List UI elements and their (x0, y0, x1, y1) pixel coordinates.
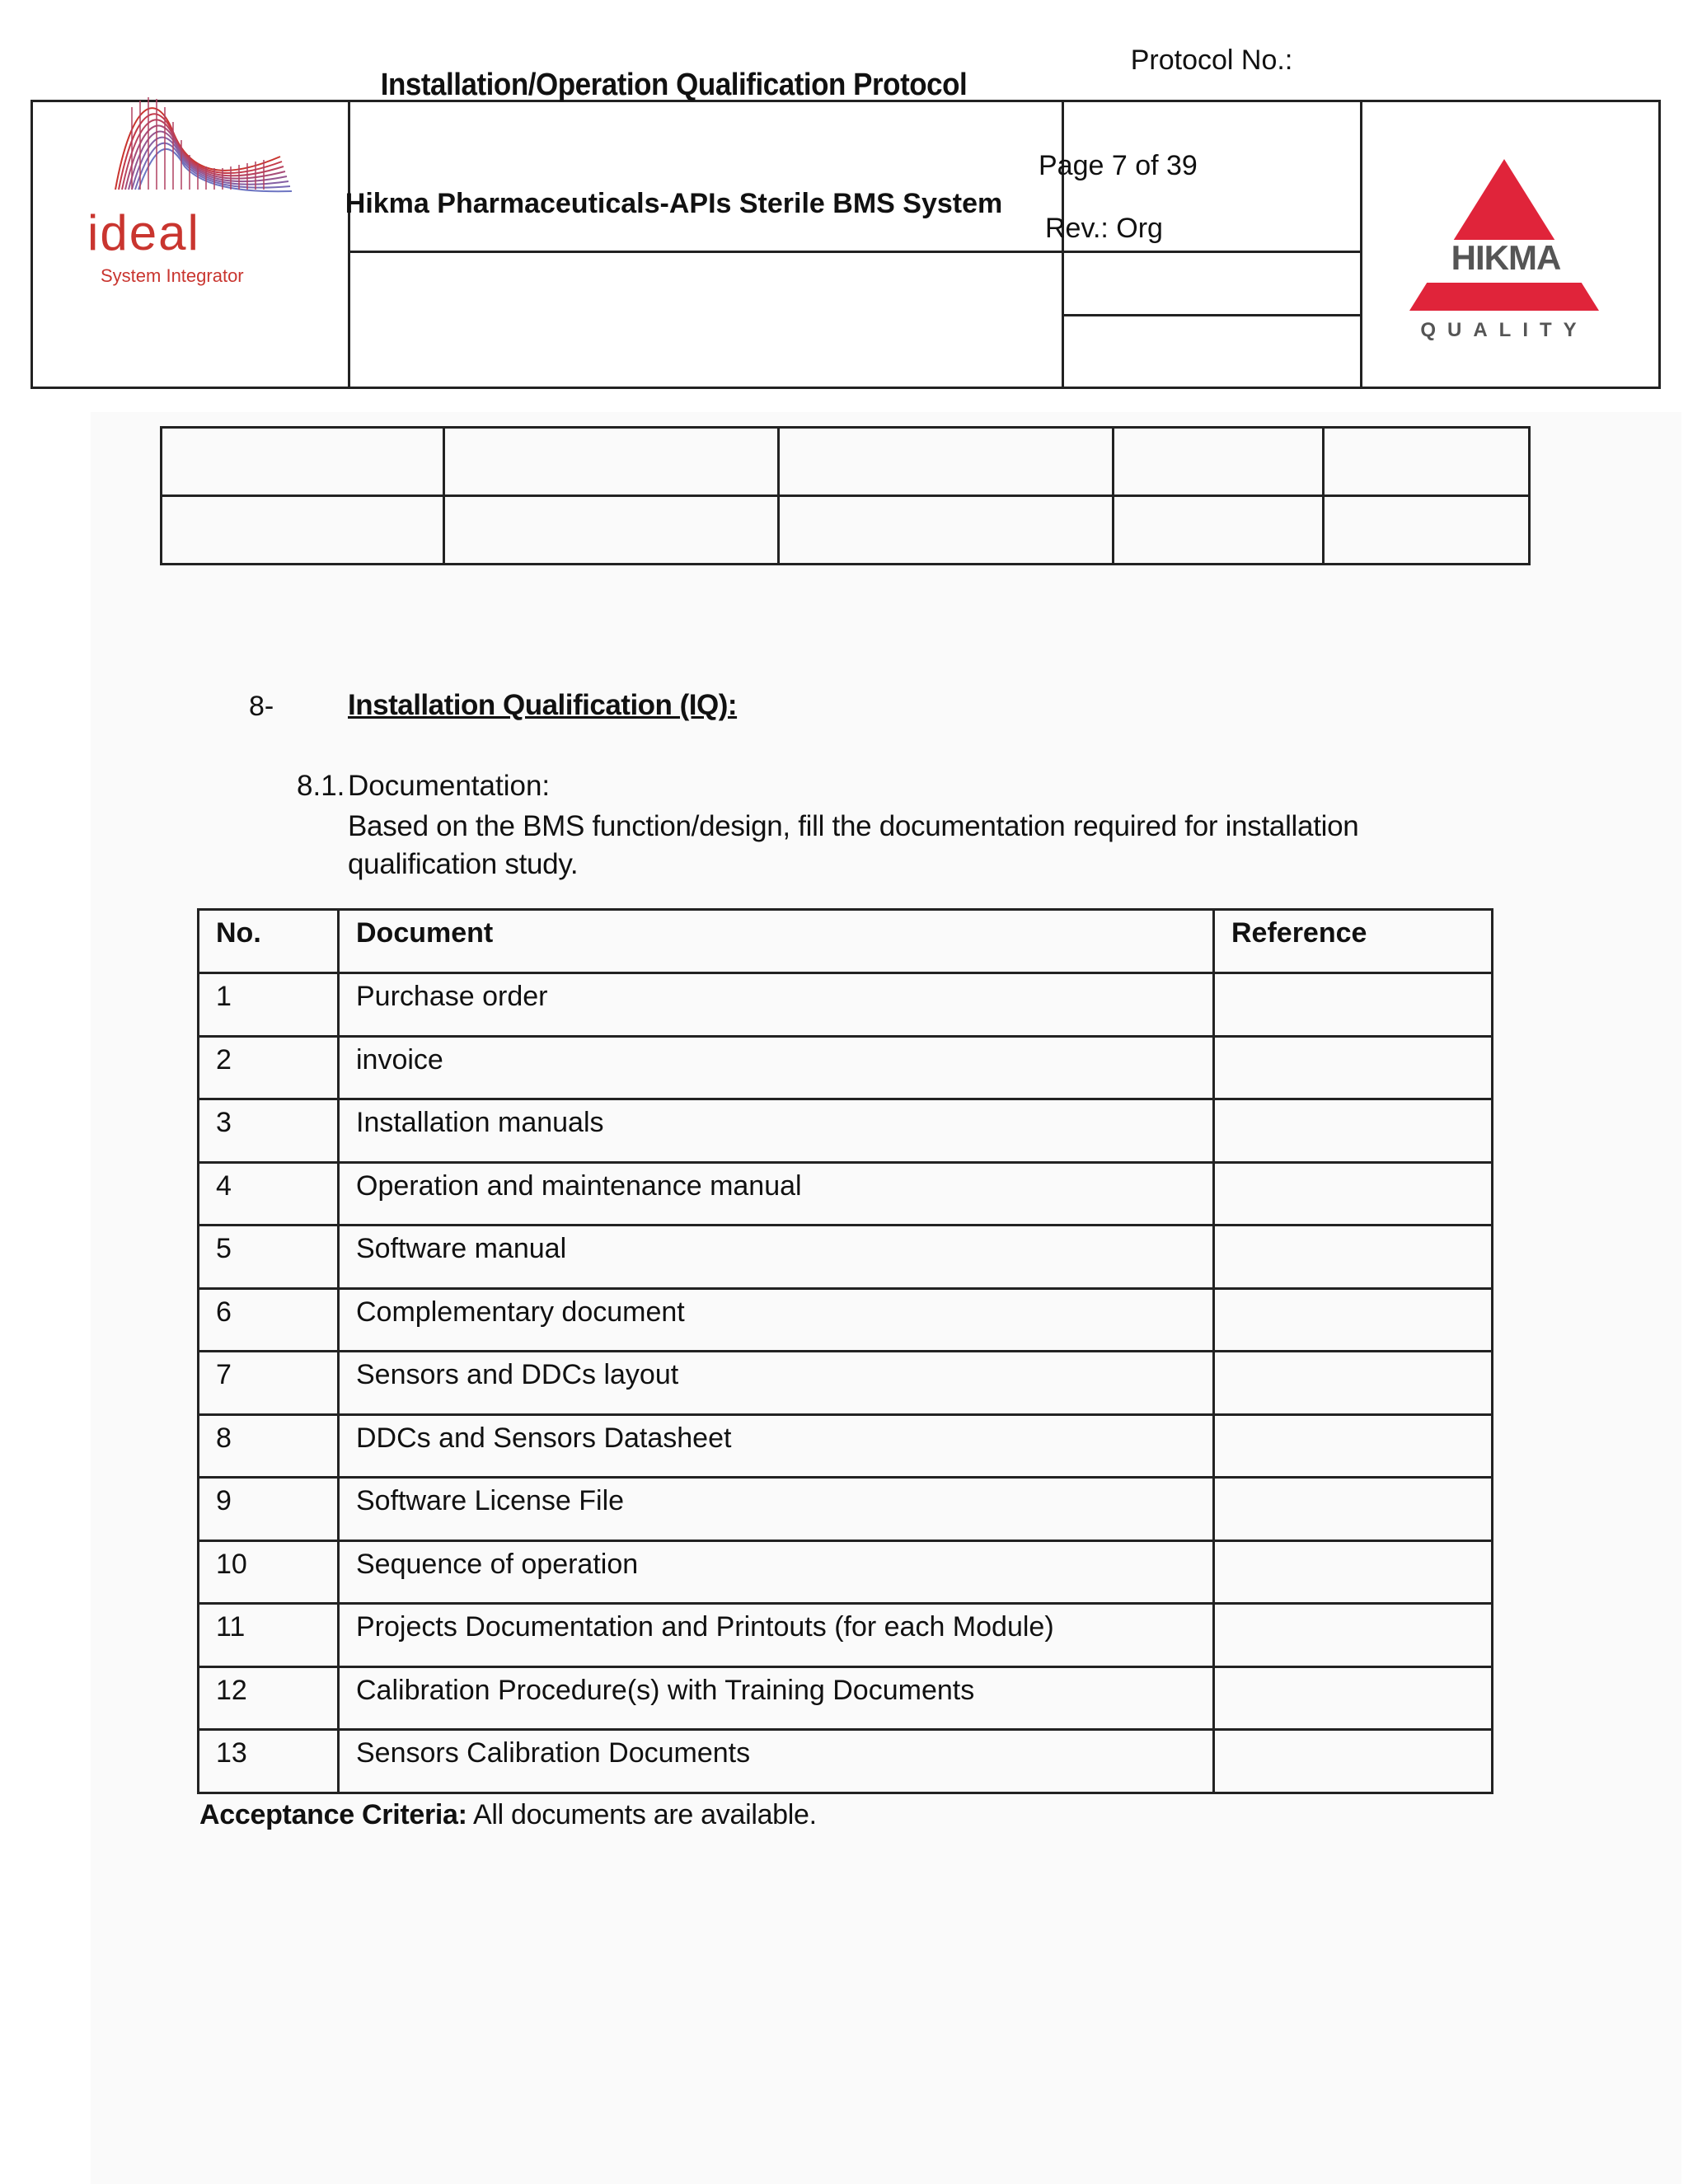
table-row (199, 1730, 1493, 1793)
acceptance-criteria-text: All documents are available. (472, 1799, 817, 1830)
page-number: Page 7 of 39 (1039, 150, 1198, 181)
row-number-cell: 8 (199, 1414, 339, 1478)
reference-cell[interactable] (1214, 1288, 1493, 1352)
row-number-cell: 5 (199, 1226, 339, 1289)
row-number-cell: 13 (199, 1730, 339, 1793)
document-name-cell: Purchase order (339, 973, 1214, 1037)
revision-label: Rev.: Org (1045, 213, 1163, 244)
documentation-table (197, 908, 1493, 1794)
subsection-description: Based on the BMS function/design, fill the documentation required for installation qualification study. (348, 810, 1359, 880)
table-row (199, 1226, 1493, 1289)
document-name-cell: Operation and maintenance manual (339, 1162, 1214, 1226)
ideal-logo (66, 82, 330, 286)
table-row (199, 1099, 1493, 1163)
document-name-cell: Calibration Procedure(s) with Training Documents (339, 1666, 1214, 1730)
reference-cell[interactable] (1214, 1666, 1493, 1730)
reference-cell[interactable] (1214, 1162, 1493, 1226)
row-number-cell: 4 (199, 1162, 339, 1226)
document-name-cell: Software manual (339, 1226, 1214, 1289)
blank-cell (162, 496, 444, 565)
document-subtitle: Hikma Pharmaceuticals-APIs Sterile BMS System (345, 188, 1003, 219)
table-row (199, 1288, 1493, 1352)
header-divider (348, 102, 350, 387)
reference-cell[interactable] (1214, 1540, 1493, 1604)
table-row (199, 1540, 1493, 1604)
reference-cell[interactable] (1214, 1414, 1493, 1478)
column-header-reference: Reference (1214, 910, 1493, 973)
reference-cell[interactable] (1214, 1478, 1493, 1541)
ideal-logo-tagline: System Integrator (101, 265, 244, 286)
ideal-logo-word: ideal (87, 205, 200, 260)
header-divider (1062, 314, 1360, 316)
blank-cell (1324, 496, 1530, 565)
table-row (199, 1162, 1493, 1226)
section-title: Installation Qualification (IQ): (348, 689, 738, 721)
blank-cell (778, 428, 1113, 496)
reference-cell[interactable] (1214, 1226, 1493, 1289)
hikma-triangle-icon (1409, 159, 1599, 311)
reference-cell[interactable] (1214, 1099, 1493, 1163)
reference-cell[interactable] (1214, 1352, 1493, 1415)
protocol-number-label: Protocol No.: (1130, 45, 1293, 76)
row-number-cell: 12 (199, 1666, 339, 1730)
row-number-cell: 9 (199, 1478, 339, 1541)
document-name-cell: Sensors Calibration Documents (339, 1730, 1214, 1793)
document-name-cell: Projects Documentation and Printouts (for each Module) (339, 1604, 1214, 1667)
blank-cell (444, 428, 778, 496)
row-number-cell: 1 (199, 973, 339, 1037)
hikma-logo-word: HIKMA (1451, 238, 1561, 277)
reference-cell[interactable] (1214, 1036, 1493, 1099)
table-header-row (199, 910, 1493, 973)
section-number: 8- (249, 691, 274, 722)
header-divider (348, 251, 1360, 253)
blank-cell (1324, 428, 1530, 496)
table-row (199, 1666, 1493, 1730)
document-name-cell: Sensors and DDCs layout (339, 1352, 1214, 1415)
document-name-cell: Complementary document (339, 1288, 1214, 1352)
reference-cell[interactable] (1214, 1604, 1493, 1667)
acceptance-criteria (199, 1799, 817, 1831)
hikma-logo (1393, 152, 1615, 359)
reference-cell[interactable] (1214, 1730, 1493, 1793)
table-row (199, 1036, 1493, 1099)
hikma-logo-tagline: QUALITY (1420, 319, 1588, 341)
table-row (199, 1478, 1493, 1541)
row-number-cell: 11 (199, 1604, 339, 1667)
row-number-cell: 6 (199, 1288, 339, 1352)
blank-cell (444, 496, 778, 565)
blank-cell (1113, 428, 1324, 496)
document-name-cell: DDCs and Sensors Datasheet (339, 1414, 1214, 1478)
subsection-number: 8.1. (297, 770, 345, 802)
blank-cell (1113, 496, 1324, 565)
table-row (199, 973, 1493, 1037)
document-title: Installation/Operation Qualification Protocol (380, 68, 968, 102)
column-header-document: Document (339, 910, 1214, 973)
row-number-cell: 7 (199, 1352, 339, 1415)
row-number-cell: 10 (199, 1540, 339, 1604)
reference-cell[interactable] (1214, 973, 1493, 1037)
blank-signature-grid (160, 426, 1531, 565)
blank-cell (778, 496, 1113, 565)
row-number-cell: 2 (199, 1036, 339, 1099)
document-name-cell: Sequence of operation (339, 1540, 1214, 1604)
document-name-cell: Software License File (339, 1478, 1214, 1541)
column-header-no: No. (199, 910, 339, 973)
acceptance-criteria-label: Acceptance Criteria: (199, 1799, 467, 1830)
table-row (199, 1352, 1493, 1415)
table-row (199, 1604, 1493, 1667)
row-number-cell: 3 (199, 1099, 339, 1163)
table-row (199, 1414, 1493, 1478)
subsection-title: Documentation: (348, 770, 551, 802)
document-name-cell: Installation manuals (339, 1099, 1214, 1163)
document-name-cell: invoice (339, 1036, 1214, 1099)
blank-cell (162, 428, 444, 496)
header-divider (1360, 102, 1362, 387)
